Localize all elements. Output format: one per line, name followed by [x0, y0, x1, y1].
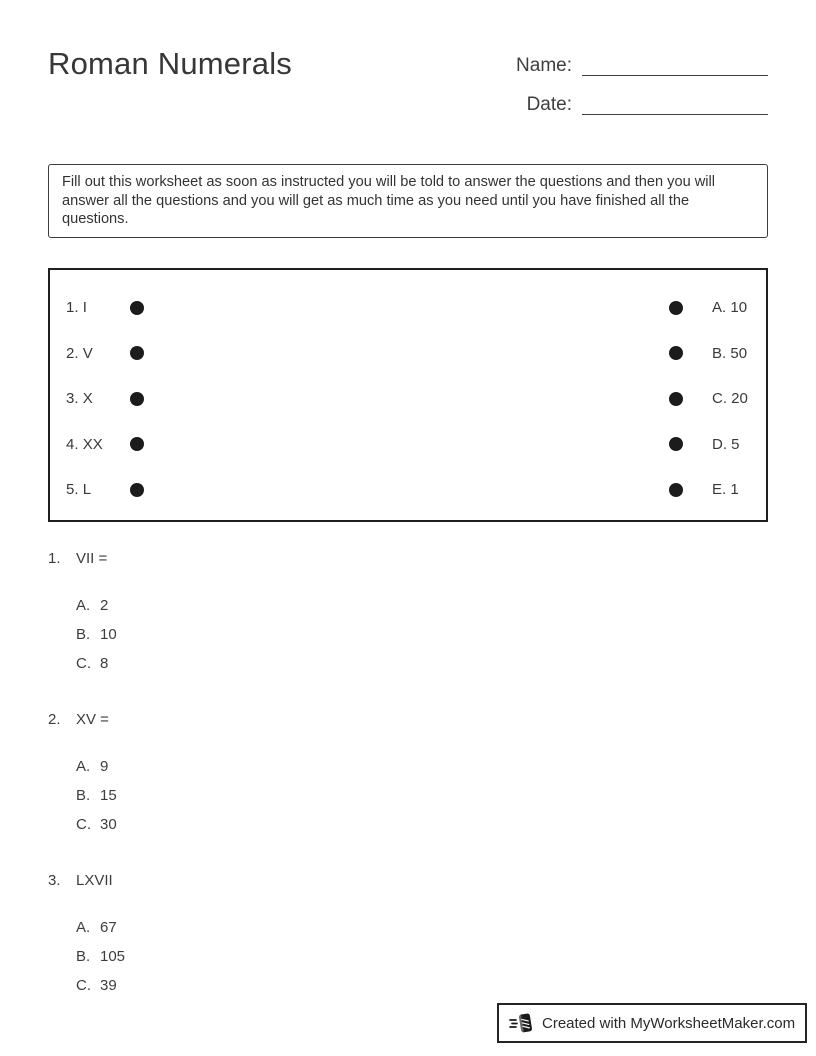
option-value: 9 — [100, 758, 109, 775]
name-date-fields — [508, 50, 768, 128]
option-value: 8 — [100, 655, 109, 672]
option-b[interactable] — [76, 620, 768, 649]
credit-text: Created with MyWorksheetMaker.com — [542, 1014, 796, 1032]
date-field-row — [508, 89, 768, 116]
match-right-label: B. 50 — [712, 344, 748, 362]
match-right-group — [669, 299, 750, 316]
options-list — [76, 752, 768, 839]
question-text: LXVII — [76, 872, 113, 889]
match-right-label: C. 20 — [712, 390, 748, 408]
date-label: Date: — [526, 94, 572, 115]
option-letter: A. — [76, 758, 91, 775]
question-2 — [48, 711, 768, 839]
option-value: 15 — [100, 787, 117, 804]
match-left-label: 1. I — [66, 299, 87, 317]
option-value: 39 — [100, 977, 117, 994]
match-right-dot[interactable] — [669, 437, 683, 451]
match-row — [66, 331, 750, 377]
match-left-dot[interactable] — [130, 301, 144, 315]
option-value: 10 — [100, 626, 117, 643]
match-right-group — [669, 345, 750, 362]
option-value: 2 — [100, 597, 109, 614]
match-left-dot[interactable] — [130, 346, 144, 360]
option-b[interactable] — [76, 942, 768, 971]
match-right-dot[interactable] — [669, 483, 683, 497]
match-right-group — [669, 436, 750, 453]
name-field-row — [508, 50, 768, 77]
option-letter: B. — [76, 626, 91, 643]
question-prompt — [48, 550, 768, 567]
match-right-dot[interactable] — [669, 301, 683, 315]
option-a[interactable] — [76, 913, 768, 942]
option-letter: C. — [76, 655, 91, 672]
multiple-choice-section — [48, 550, 768, 1033]
question-number: 3. — [48, 872, 61, 889]
match-right-dot[interactable] — [669, 392, 683, 406]
myworksheetmaker-logo-icon — [509, 1010, 535, 1036]
name-label: Name: — [516, 55, 572, 76]
option-value: 30 — [100, 816, 117, 833]
match-left-dot[interactable] — [130, 392, 144, 406]
match-left-group — [66, 390, 144, 407]
option-letter: B. — [76, 787, 91, 804]
options-list — [76, 591, 768, 678]
option-a[interactable] — [76, 752, 768, 781]
match-left-label: 3. X — [66, 390, 93, 408]
option-b[interactable] — [76, 781, 768, 810]
match-row — [66, 376, 750, 422]
question-3 — [48, 872, 768, 1000]
option-c[interactable] — [76, 649, 768, 678]
option-letter: A. — [76, 919, 91, 936]
option-c[interactable] — [76, 810, 768, 839]
match-left-label: 2. V — [66, 344, 93, 362]
match-left-dot[interactable] — [130, 437, 144, 451]
matching-box — [48, 268, 768, 522]
option-letter: B. — [76, 948, 91, 965]
match-row — [66, 422, 750, 468]
page-title: Roman Numerals — [48, 46, 292, 81]
question-1 — [48, 550, 768, 678]
question-text: VII = — [76, 550, 108, 567]
question-number: 2. — [48, 711, 61, 728]
credit-badge — [497, 1003, 807, 1043]
match-left-dot[interactable] — [130, 483, 144, 497]
date-blank-line[interactable] — [582, 114, 768, 115]
match-right-dot[interactable] — [669, 346, 683, 360]
option-letter: C. — [76, 816, 91, 833]
match-left-label: 4. XX — [66, 435, 103, 453]
match-right-label: E. 1 — [712, 481, 739, 499]
match-right-group — [669, 481, 750, 498]
options-list — [76, 913, 768, 1000]
question-number: 1. — [48, 550, 61, 567]
option-letter: C. — [76, 977, 91, 994]
option-value: 105 — [100, 948, 126, 965]
option-a[interactable] — [76, 591, 768, 620]
option-letter: A. — [76, 597, 91, 614]
match-left-group — [66, 345, 144, 362]
match-left-group — [66, 299, 144, 316]
option-value: 67 — [100, 919, 117, 936]
name-blank-line[interactable] — [582, 75, 768, 76]
match-right-group — [669, 390, 750, 407]
question-prompt — [48, 711, 768, 728]
match-row — [66, 285, 750, 331]
match-left-label: 5. L — [66, 481, 92, 499]
match-row — [66, 467, 750, 513]
match-left-group — [66, 481, 144, 498]
question-text: XV = — [76, 711, 109, 728]
question-prompt — [48, 872, 768, 889]
match-right-label: A. 10 — [712, 299, 748, 317]
instructions-box: Fill out this worksheet as soon as instructed you will be told to answer the questions and then you will answer all the questions and you will get as much time as you need until you have finished all the questions. — [48, 164, 768, 238]
match-right-label: D. 5 — [712, 435, 740, 453]
option-c[interactable] — [76, 971, 768, 1000]
match-left-group — [66, 436, 144, 453]
